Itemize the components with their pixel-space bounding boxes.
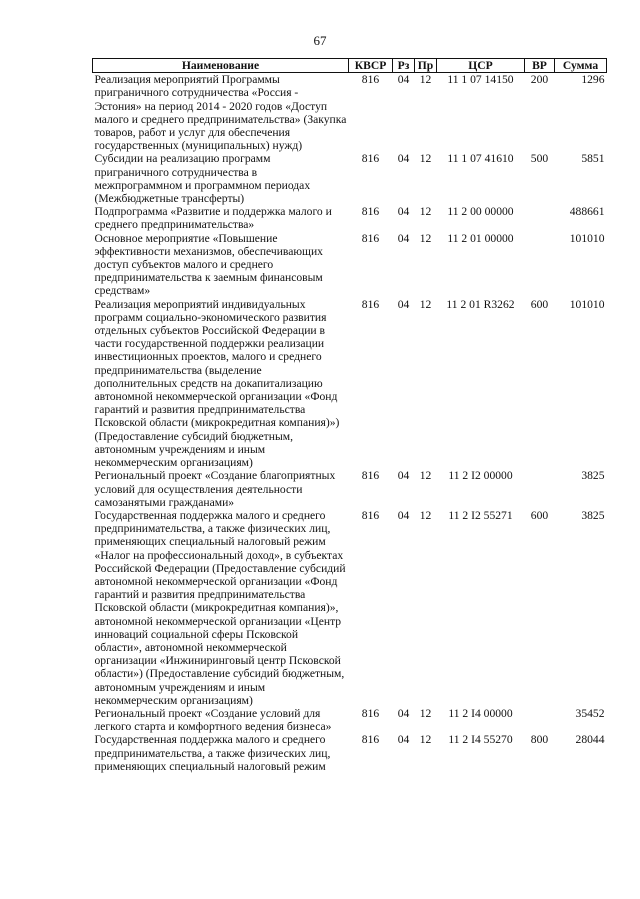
cell-csr: 11 2 01 R3262 [446,297,515,311]
cell-rz: 04 [397,706,410,720]
cell-vr [525,205,555,231]
table-row [93,298,607,470]
cell-sum: 101010 [569,231,605,245]
cell-pr: 12 [419,469,432,483]
cell-csr: 11 1 07 41610 [447,152,514,166]
cell-vr: 800 [530,733,549,747]
cell-rz: 04 [397,297,410,311]
cell-rz: 04 [397,733,410,747]
cell-pr: 12 [419,231,432,245]
table-row [93,509,607,707]
cell-sum: 1296 [581,73,605,87]
cell-sum: 3825 [581,508,605,522]
cell-name: Реализация мероприятий Программы приграничного сотрудничества «Россия - Эстония» на период 2014 - 2020 годов «Доступ малого и среднего предпринимательства» (Закупка товаров, работ и услуг для обеспечения государственных (муниципальных) нужд) [94,73,347,153]
cell-rz: 04 [397,469,410,483]
header-vr: ВР [525,59,555,73]
header-sum: Сумма [555,59,607,73]
cell-sum: 3825 [581,469,605,483]
cell-rz: 04 [397,231,410,245]
table-row [93,469,607,509]
cell-sum: 5851 [581,152,605,166]
table-row [93,232,607,298]
cell-kvsr: 816 [361,469,380,483]
table-row [93,707,607,733]
table-row [93,733,607,773]
cell-kvsr: 816 [361,297,380,311]
page-number: 67 [313,33,327,48]
cell-kvsr: 816 [361,205,380,219]
table-header-row [93,59,607,73]
cell-csr: 11 1 07 14150 [447,73,514,87]
cell-csr: 11 2 I4 00000 [448,706,513,720]
table-row [93,73,607,153]
cell-pr: 12 [419,73,432,87]
cell-rz: 04 [397,508,410,522]
cell-csr: 11 2 I2 00000 [448,469,513,483]
cell-pr: 12 [419,205,432,219]
cell-kvsr: 816 [361,733,380,747]
table-row [93,152,607,205]
cell-pr: 12 [419,152,432,166]
cell-kvsr: 816 [361,508,380,522]
cell-vr: 200 [530,73,549,87]
cell-csr: 11 2 00 00000 [447,205,514,219]
cell-name: Основное мероприятие «Повышение эффективности механизмов, обеспечивающих доступ субъектов малого и среднего предпринимательства к заемным финансовым средствам» [94,231,323,298]
cell-sum: 28044 [575,733,605,747]
table-row [93,205,607,231]
cell-csr: 11 2 I2 55271 [448,508,513,522]
cell-sum: 488661 [569,205,605,219]
cell-name: Региональный проект «Создание благоприятных условий для осуществления деятельности самозанятыми гражданами» [94,469,336,509]
cell-name: Реализация мероприятий индивидуальных программ социально-экономического развития отдельных субъектов Российской Федерации в части государственной поддержки реализации инвестиционных проектов, малого и среднего предпринимательства (выделение дополнительных средств на докапитализацию автономной некоммерческой организации «Фонд гарантий и развития предпринимательства Псковской области (микрокредитная компания)») (Предоставление субсидий бюджетным, автономным учреждениям и иным некоммерческим организациям) [94,297,340,470]
cell-rz: 04 [397,205,410,219]
cell-csr: 11 2 01 00000 [447,231,514,245]
cell-kvsr: 816 [361,706,380,720]
cell-vr [525,707,555,733]
cell-vr: 600 [530,508,549,522]
cell-kvsr: 816 [361,152,380,166]
cell-name: Субсидии на реализацию программ приграничного сотрудничества в межпрограммном и программном периодах (Межбюджетные трансферты) [94,152,311,206]
cell-vr [525,469,555,509]
cell-name: Государственная поддержка малого и среднего предпринимательства, а также физических лиц, применяющих специальный налоговый режим «Налог на профессиональный доход», в субъектах Российской Федерации (Предоставление субсидий автономной некоммерческой организации «Фонд гарантий и развития предпринимательства Псковской области (микрокредитная компания)», автономной некоммерческой организации «Центр инноваций социальной сферы Псковской области», автономной некоммерческой организации «Инжиниринговый центр Псковской области») (Предоставление субсидий бюджетным, автономным учреждениям и иным некоммерческим организациям) [94,508,346,707]
cell-pr: 12 [419,733,432,747]
cell-sum: 101010 [569,297,605,311]
header-kvsr: КВСР [349,59,393,73]
budget-table [92,58,607,773]
cell-vr: 600 [530,297,549,311]
cell-kvsr: 816 [361,231,380,245]
cell-csr: 11 2 I4 55270 [448,733,513,747]
cell-name: Региональный проект «Создание условий для легкого старта и комфортного ведения бизнеса» [94,706,332,734]
cell-name: Подпрограмма «Развитие и поддержка малого и среднего предпринимательства» [94,205,332,232]
header-csr: ЦСР [437,59,525,73]
cell-kvsr: 816 [361,73,380,87]
cell-rz: 04 [397,152,410,166]
header-rz: Рз [393,59,415,73]
header-name: Наименование [93,59,349,73]
cell-vr [525,232,555,298]
cell-pr: 12 [419,508,432,522]
header-pr: Пр [415,59,437,73]
cell-pr: 12 [419,297,432,311]
cell-vr: 500 [530,152,549,166]
cell-rz: 04 [397,73,410,87]
cell-pr: 12 [419,706,432,720]
cell-name: Государственная поддержка малого и среднего предпринимательства, а также физических лиц, применяющих специальный налоговый режим [94,733,331,773]
cell-sum: 35452 [575,706,605,720]
